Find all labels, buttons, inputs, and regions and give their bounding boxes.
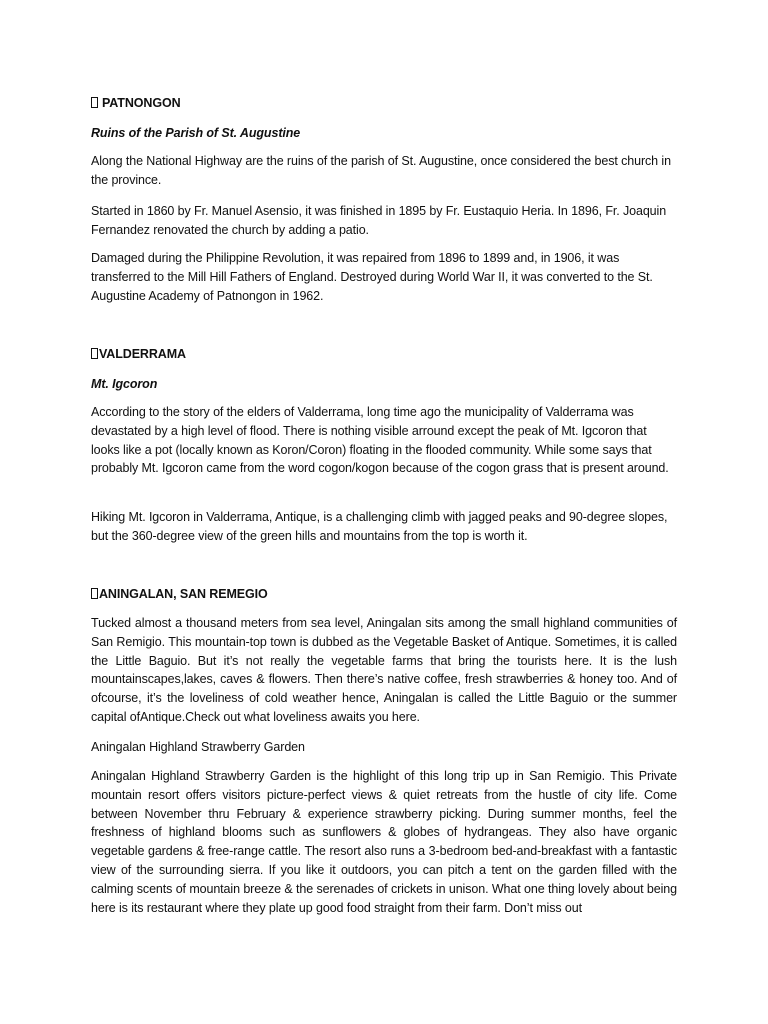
subheading-ruins: Ruins of the Parish of St. Augustine (91, 126, 301, 140)
paragraph: Aningalan Highland Strawberry Garden is the highlight of this long trip up in San Remigio. This Private mountain resort offers visitors picture-perfect views & quiet retreats from the hustle of city life. Come between November thru February & experience strawberry picking. During summer months, feel the freshness of highland blooms such as sunflowers & globes of hydrangeas. They also have organic vegetable gardens & free-range cattle. The resort also runs a 3-bedroom bed-and-breakfast with a fantastic view of the surrounding sierra. If you like it outdoors, you can pitch a tent on the garden filled with the calming scents of mountain breeze & the serenades of crickets in unison. What one thing lovely about being here is its restaurant where they plate up good food straight from their farm. Don’t miss out (91, 769, 677, 915)
missing-glyph-icon (91, 348, 98, 359)
heading-text: PATNONGON (102, 96, 181, 110)
subheading-mt-igcoron: Mt. Igcoron (91, 377, 158, 391)
heading-text: VALDERRAMA (99, 347, 186, 361)
paragraph-title: Aningalan Highland Strawberry Garden (91, 740, 305, 754)
paragraph: Started in 1860 by Fr. Manuel Asensio, it was finished in 1895 by Fr. Eustaquio Heria. In 1896, Fr. Joaquin Fernandez renovated the church by adding a patio. (91, 204, 667, 237)
missing-glyph-icon (91, 588, 98, 599)
paragraph: Along the National Highway are the ruins of the parish of St. Augustine, once considered the best church in the province. (91, 154, 671, 187)
paragraph: Tucked almost a thousand meters from sea level, Aningalan sits among the small highland communities of San Remigio. This mountain-top town is dubbed as the Vegetable Basket of Antique. Sometimes, it is called the Little Baguio. But it’s not really the vegetable farms that bring the tourists here. It is the lush mountainscapes,lakes, caves & flowers. Then there’s native coffee, fresh strawberries & honey too. And of ofcourse, it’s the loveliness of cold weather hence, Aningalan is called the Little Baguio or the summer capital ofAntique.Check out what loveliness awaits you here. (91, 616, 677, 724)
missing-glyph-icon (91, 97, 98, 108)
heading-text: ANINGALAN, SAN REMEGIO (99, 587, 268, 601)
section-heading-patnongon (91, 95, 677, 112)
section-heading-aningalan (91, 586, 677, 603)
section-heading-valderrama (91, 346, 677, 363)
paragraph: Damaged during the Philippine Revolution, it was repaired from 1896 to 1899 and, in 1906, it was transferred to the Mill Hill Fathers of England. Destroyed during World War II, it was converted to the St. Augustine Academy of Patnongon in 1962. (91, 251, 653, 303)
paragraph: Hiking Mt. Igcoron in Valderrama, Antique, is a challenging climb with jagged peaks and 90-degree slopes, but the 360-degree view of the green hills and mountains from the top is worth it. (91, 510, 668, 543)
paragraph: According to the story of the elders of Valderrama, long time ago the municipality of Valderrama was devastated by a high level of flood. There is nothing visible arround except the peak of Mt. Igcoron that looks like a pot (locally known as Koron/Coron) floating in the flooded community. While some says that probably Mt. Igcoron came from the word cogon/kogon because of the cogon grass that is present around. (91, 405, 669, 476)
